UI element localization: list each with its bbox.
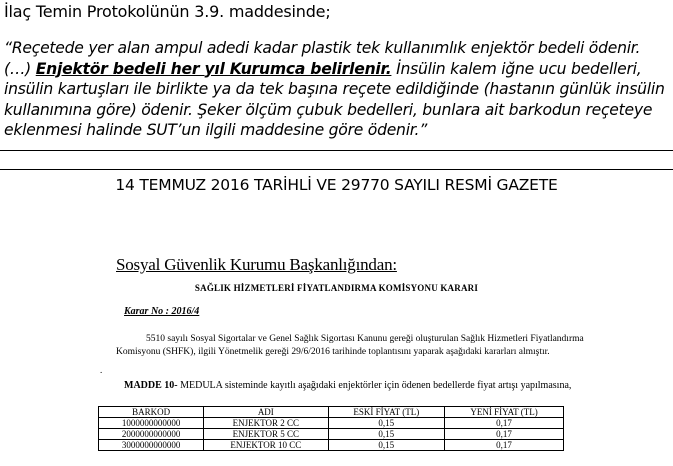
column-header-old-price: ESKİ FİYAT (TL) — [328, 407, 445, 418]
quote-text-before: “Reçetede yer alan ampul adedi kadar plastik tek kullanımlık enjektör bedeli ödenir. (…) — [4, 39, 641, 78]
cell-new-price: 0,17 — [445, 440, 564, 451]
protocol-line: İlaç Temin Protokolünün 3.9. maddesinde; — [4, 2, 331, 21]
divider-top — [0, 150, 673, 151]
table-row — [99, 440, 564, 451]
column-header-new-price: YENİ FİYAT (TL) — [445, 407, 564, 418]
stray-dot: . — [100, 365, 103, 375]
cell-name: ENJEKTOR 5 CC — [204, 429, 328, 440]
column-header-barcode: BARKOD — [99, 407, 204, 418]
decision-paragraph: 5510 sayılı Sosyal Sigortalar ve Genel Sağlık Sigortası Kanunu gereği oluşturulan Sağlık Hizmetleri Fiyatlandırma Komisyonu (SHFK), ilgili Yönetmelik gereği 29/6/2016 tarihinde toplantısını yaparak aşağıdaki kararları almıştır. — [116, 334, 584, 357]
cell-barcode: 3000000000000 — [99, 440, 204, 451]
cell-name: ENJEKTOR 10 CC — [204, 440, 328, 451]
cell-barcode: 1000000000000 — [99, 418, 204, 429]
table-header-row — [99, 407, 564, 418]
cell-new-price: 0,17 — [445, 418, 564, 429]
cell-old-price: 0,15 — [328, 418, 445, 429]
protocol-quote — [4, 38, 670, 141]
institution-heading: Sosyal Güvenlik Kurumu Başkanlığından: — [116, 255, 397, 274]
cell-old-price: 0,15 — [328, 440, 445, 451]
article-text: MEDULA sisteminde kayıtlı aşağıdaki enjektörler için ödenen bedellerde fiyat artışı yapılmasına, — [177, 380, 572, 391]
gazette-title: 14 TEMMUZ 2016 TARİHLİ VE 29770 SAYILI RESMİ GAZETE — [115, 176, 558, 194]
price-table — [98, 406, 564, 451]
table-row — [99, 429, 564, 440]
cell-barcode: 2000000000000 — [99, 429, 204, 440]
table-row — [99, 418, 564, 429]
cell-new-price: 0,17 — [445, 429, 564, 440]
cell-name: ENJEKTOR 2 CC — [204, 418, 328, 429]
article-10 — [124, 380, 571, 391]
quote-text-after: İnsülin kalem iğne ucu bedelleri, insülin kartuşları ile birlikte ya da tek başına reçete edildiğinde (hastanın günlük insülin kullanımına göre) ödenir. Şeker ölçüm çubuk bedelleri, bunlara ait barkodun reçeteye eklenmesi halinde SUT’un ilgili maddesine göre ödenir.” — [4, 59, 665, 139]
decision-number: Karar No : 2016/4 — [124, 306, 200, 317]
commission-title: SAĞLIK HİZMETLERİ FİYATLANDIRMA KOMİSYONU KARARI — [194, 283, 479, 293]
cell-old-price: 0,15 — [328, 429, 445, 440]
gazette-scan — [0, 200, 673, 466]
column-header-name: ADI — [204, 407, 328, 418]
article-label: MADDE 10- — [124, 380, 178, 391]
divider-bottom — [0, 169, 673, 170]
quote-highlight: Enjektör bedeli her yıl Kurumca belirlenir. — [35, 59, 392, 78]
